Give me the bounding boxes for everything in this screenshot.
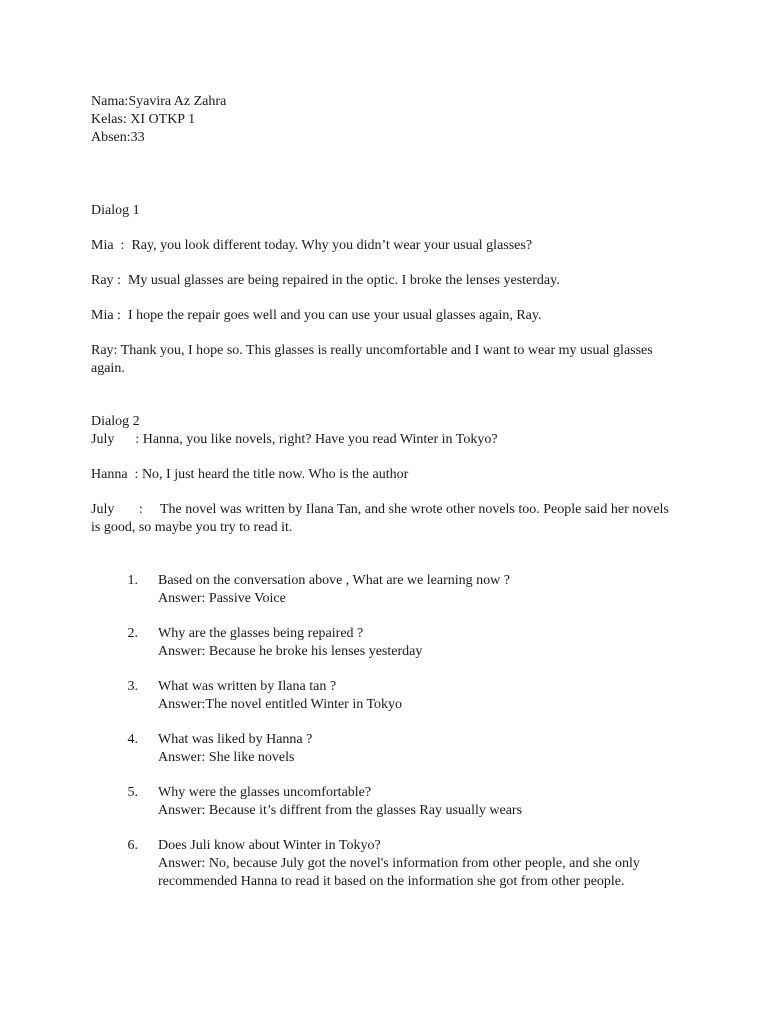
- question-item: [91, 837, 691, 891]
- student-name: Nama:Syavira Az Zahra: [91, 94, 227, 109]
- speaker: Ray:: [91, 343, 121, 358]
- answer-text: Answer: She like novels: [158, 750, 295, 765]
- question-list: [91, 572, 691, 891]
- dialog-line: [91, 431, 691, 449]
- dialog-1-title: Dialog 1: [91, 203, 140, 218]
- dialog-line: [91, 237, 691, 255]
- speaker: Mia :: [91, 308, 128, 323]
- document-page: [91, 93, 691, 908]
- question-number: 2.: [127, 626, 138, 641]
- dialog-line: [91, 307, 691, 325]
- dialog-2: [91, 413, 691, 537]
- utterance: No, I just heard the title now. Who is the author: [141, 467, 409, 482]
- utterance: Ray, you look different today. Why you didn’t wear your usual glasses?: [131, 238, 533, 253]
- dialog-line: [91, 466, 691, 484]
- speaker: July :: [91, 502, 160, 517]
- question-item: [91, 784, 691, 820]
- answer-text: Answer: No, because July got the novel's information from other people, and she only recommended Hanna to read it based on the information she got from other people.: [158, 856, 644, 889]
- question-text: Why were the glasses uncomfortable?: [158, 785, 372, 800]
- dialog-1: [91, 202, 691, 378]
- question-item: [91, 572, 691, 608]
- question-item: [91, 678, 691, 714]
- utterance: The novel was written by Ilana Tan, and she wrote other novels too. People said her novels is good, so maybe you try to read it.: [91, 502, 669, 535]
- question-text: Why are the glasses being repaired ?: [158, 626, 364, 641]
- student-class: Kelas: XI OTKP 1: [91, 112, 196, 127]
- dialog-line: [91, 272, 691, 290]
- header-block: [91, 93, 691, 147]
- speaker: Mia :: [91, 238, 132, 253]
- speaker: Ray :: [91, 273, 128, 288]
- utterance: Thank you, I hope so. This glasses is really uncomfortable and I want to wear my usual glasses again.: [91, 343, 653, 376]
- question-number: 3.: [127, 679, 138, 694]
- utterance: I hope the repair goes well and you can use your usual glasses again, Ray.: [127, 308, 542, 323]
- speaker: July :: [91, 432, 143, 447]
- question-number: 5.: [127, 785, 138, 800]
- utterance: Hanna, you like novels, right? Have you read Winter in Tokyo?: [142, 432, 498, 447]
- question-text: What was liked by Hanna ?: [158, 732, 313, 747]
- question-text: What was written by Ilana tan ?: [158, 679, 337, 694]
- question-item: [91, 731, 691, 767]
- question-number: 4.: [127, 732, 138, 747]
- student-absen: Absen:33: [91, 130, 145, 145]
- utterance: My usual glasses are being repaired in the optic. I broke the lenses yesterday.: [127, 273, 560, 288]
- dialog-line: [91, 501, 676, 537]
- speaker: Hanna :: [91, 467, 142, 482]
- question-text: Based on the conversation above , What are we learning now ?: [158, 573, 510, 588]
- answer-text: Answer: Passive Voice: [158, 591, 286, 606]
- answer-text: Answer: Because it’s diffrent from the glasses Ray usually wears: [158, 803, 523, 818]
- question-item: [91, 625, 691, 661]
- dialog-line: [91, 342, 676, 378]
- question-number: 1.: [127, 573, 138, 588]
- question-text: Does Juli know about Winter in Tokyo?: [158, 838, 381, 853]
- question-number: 6.: [127, 838, 138, 853]
- answer-text: Answer:The novel entitled Winter in Tokyo: [158, 697, 403, 712]
- answer-text: Answer: Because he broke his lenses yesterday: [158, 644, 423, 659]
- dialog-2-title: Dialog 2: [91, 414, 140, 429]
